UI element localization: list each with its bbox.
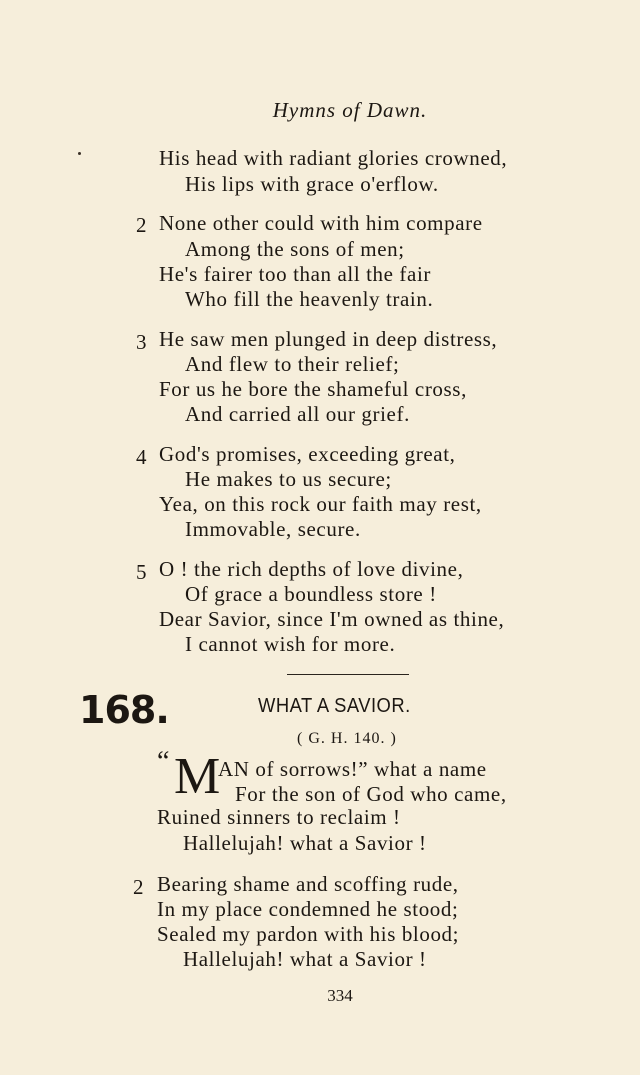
verse-line: For us he bore the shameful cross, [159,377,467,401]
verse-line: Sealed my pardon with his blood; [157,922,460,946]
verse-line: Bearing shame and scoffing rude, [157,872,459,896]
verse-number: 3 [136,330,147,354]
verse-line: His head with radiant glories crowned, [159,146,508,170]
verse-line: Who fill the heavenly train. [185,287,434,311]
running-head: Hymns of Dawn. [272,98,428,122]
verse-line: He's fairer too than all the fair [159,262,431,286]
page-number: 334 [327,986,353,1005]
verse-line: And flew to their relief; [185,352,400,376]
tune-reference: ( G. H. 140. ) [297,730,397,747]
opening-quote: “ [157,746,170,777]
verse-line: None other could with him compare [159,211,483,235]
drop-cap: M [174,748,221,805]
verse-number: 2 [136,213,147,237]
verse-line: I cannot wish for more. [185,632,396,656]
section-divider [287,674,409,675]
verse-line: Dear Savior, since I'm owned as thine, [159,607,505,631]
verse-line: He saw men plunged in deep distress, [159,327,498,351]
verse-number: 2 [133,875,144,899]
verse-line: His lips with grace o'erflow. [185,172,439,196]
verse-line: For the son of God who came, [235,782,507,806]
verse-line: Hallelujah! what a Savior ! [183,831,427,855]
hymn-number: 168. [79,688,169,732]
verse-line: God's promises, exceeding great, [159,442,456,466]
verse-line: Among the sons of men; [185,237,405,261]
verse-line: Yea, on this rock our faith may rest, [159,492,482,516]
verse-line: Immovable, secure. [185,517,361,541]
verse-line: He makes to us secure; [185,467,392,491]
verse-line: And carried all our grief. [185,402,410,426]
ink-speck [78,152,81,155]
verse-line: Ruined sinners to reclaim ! [157,805,401,829]
hymn-title: WHAT A SAVIOR. [258,695,411,717]
verse-line: In my place condemned he stood; [157,897,459,921]
verse-line: AN of sorrows!” what a name [218,757,487,781]
verse-number: 5 [136,560,147,584]
verse-number: 4 [136,445,147,469]
verse-line: O ! the rich depths of love divine, [159,557,464,581]
verse-line: Hallelujah! what a Savior ! [183,947,427,971]
verse-line: Of grace a boundless store ! [185,582,437,606]
